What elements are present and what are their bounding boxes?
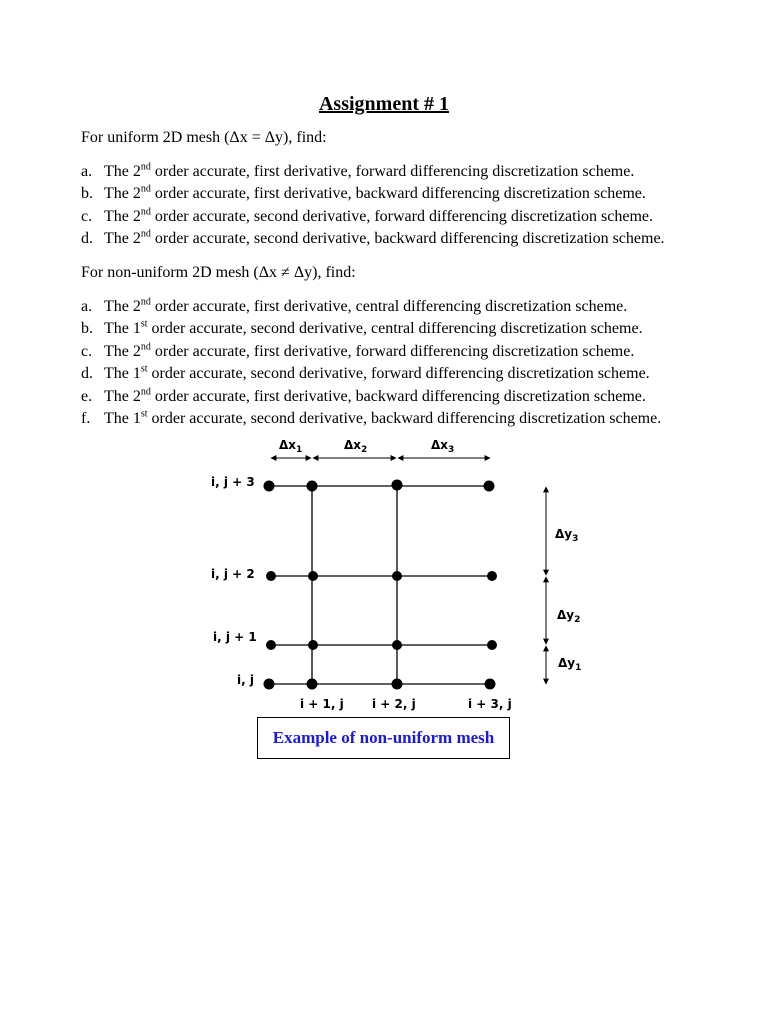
mesh-node	[264, 679, 275, 690]
dx1-label: $\Delta x_1$	[279, 438, 303, 455]
list-item: d. The 2nd order accurate, second derivative, backward differencing discretization scheme.	[81, 228, 665, 248]
list-item: f. The 1st order accurate, second derivative, backward differencing discretization scheme.	[81, 408, 662, 427]
list-item: d. The 1st order accurate, second derivative, forward differencing discretization scheme.	[81, 363, 650, 383]
mesh-node	[392, 640, 402, 650]
list-item: a. The 2nd order accurate, first derivative, central differencing discretization scheme.	[81, 296, 628, 315]
dy3-label: $\Delta y_3$	[555, 527, 579, 544]
list-item: c. The 2nd order accurate, first derivative, forward differencing discretization scheme.	[81, 341, 635, 360]
mesh-node	[266, 640, 276, 650]
row-label-j2: i, j + 2	[211, 567, 255, 581]
list-item: a. The 2nd order accurate, first derivative, forward differencing discretization scheme.	[81, 161, 635, 180]
mesh-node	[392, 480, 403, 491]
dx3-label: $\Delta x_3$	[431, 438, 455, 455]
row-label-j3: i, j + 3	[211, 475, 255, 489]
diagram-caption: Example of non-uniform mesh	[257, 717, 510, 759]
list-item: b. The 2nd order accurate, first derivative, backward differencing discretization scheme.	[81, 184, 646, 203]
mesh-node	[308, 640, 318, 650]
row-label-j1: i, j + 1	[213, 630, 257, 644]
col-label-i2: i + 2, j	[372, 697, 416, 711]
col-label-i1: i + 1, j	[300, 697, 344, 711]
list-item: c. The 2nd order accurate, second derivative, forward differencing discretization scheme.	[81, 206, 654, 225]
mesh-node	[266, 571, 276, 581]
mesh-node	[392, 571, 402, 581]
list-item: b. The 1st order accurate, second derivative, central differencing discretization scheme.	[81, 319, 643, 338]
mesh-node	[484, 481, 495, 492]
nonuniform-mesh-intro: For non-uniform 2D mesh (Δx ≠ Δy), find:	[81, 264, 356, 281]
dy2-label: $\Delta y_2$	[557, 608, 581, 625]
mesh-node	[307, 679, 318, 690]
mesh-node	[308, 571, 318, 581]
col-label-i3: i + 3, j	[468, 697, 512, 711]
mesh-node	[392, 679, 403, 690]
mesh-node	[485, 679, 496, 690]
mesh-node	[307, 481, 318, 492]
dy1-label: $\Delta y_1$	[558, 656, 582, 673]
mesh-node	[264, 481, 275, 492]
mesh-node	[487, 640, 497, 650]
row-label-j0: i, j	[237, 673, 254, 687]
mesh-node	[487, 571, 497, 581]
list-item: e. The 2nd order accurate, first derivative, backward differencing discretization scheme.	[81, 386, 646, 405]
uniform-mesh-intro: For uniform 2D mesh (Δx = Δy), find:	[81, 129, 327, 146]
dx2-label: $\Delta x_2$	[344, 438, 368, 455]
page-title: Assignment # 1	[318, 93, 449, 115]
